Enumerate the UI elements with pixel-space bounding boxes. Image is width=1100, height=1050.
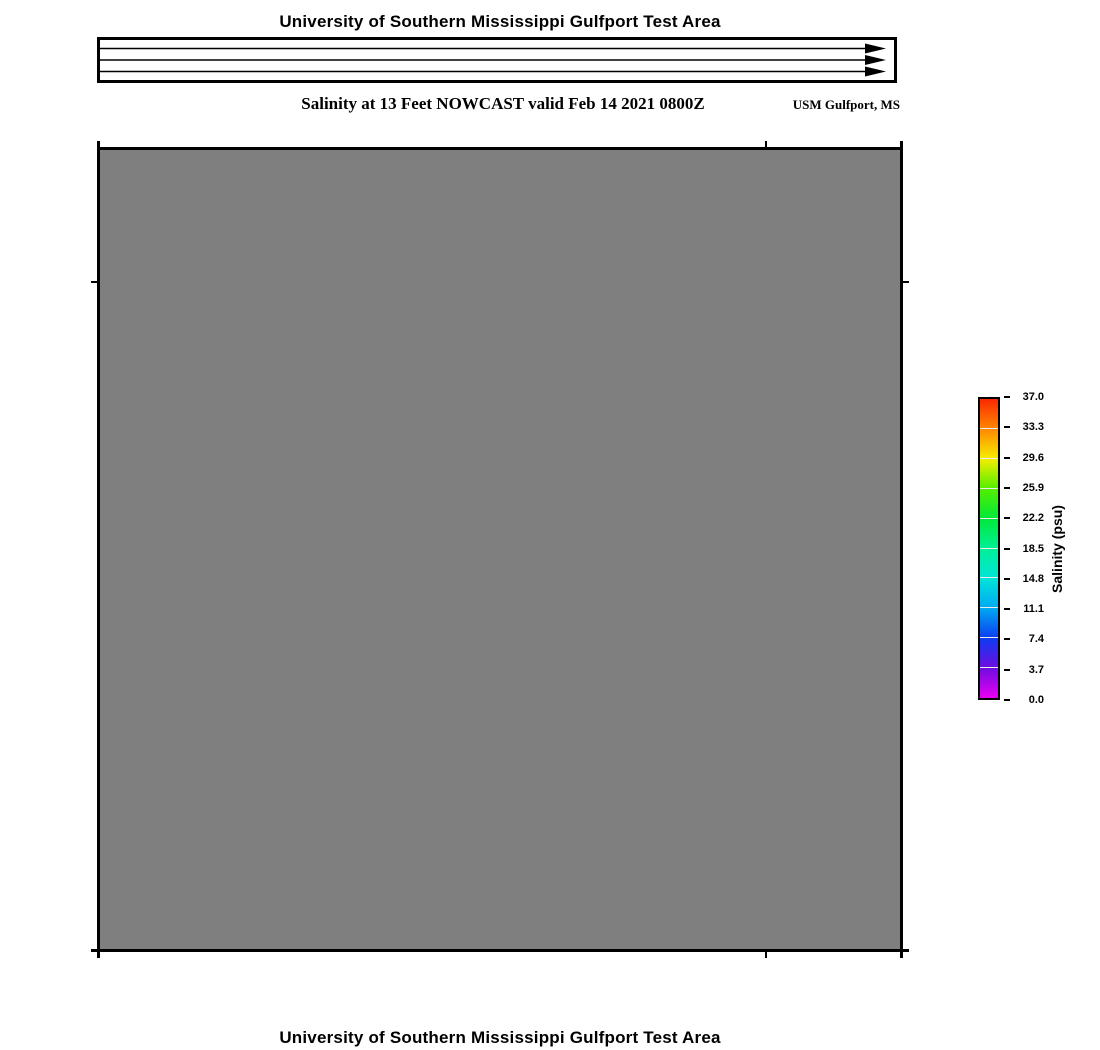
colorbar-axis-label: Salinity (psu) [1049,505,1065,593]
arrow-right-icon [865,55,886,65]
colorbar-tick-label: 7.4 [1028,633,1044,646]
map-tick-left [91,281,97,283]
credit-label: USM Gulfport, MS [792,97,900,112]
map-corner-tick [97,141,100,147]
colorbar [978,397,1000,700]
map-corner-tick [900,952,903,958]
colorbar-tick-label: 37.0 [1022,391,1044,403]
colorbar-tick-label: 25.9 [1022,481,1044,494]
map-corner-tick [91,949,97,952]
map-corner-tick [900,141,903,147]
colorbar-tick-label: 18.5 [1022,542,1044,555]
colorbar-tick-label: 0.0 [1028,694,1044,706]
arrow-right-icon [865,67,886,77]
arrow-right-icon [865,44,886,54]
colorbar-tick-label: 33.3 [1022,421,1044,434]
top-title: University of Southern Mississippi Gulfport Test Area [279,12,721,31]
colorbar-tick-label: 3.7 [1028,663,1044,676]
colorbar-segment-divider [980,667,998,668]
map-tick-top [765,141,767,147]
map-corner-tick [903,949,909,952]
bottom-title: University of Southern Mississippi Gulfport Test Area [279,1028,721,1047]
map-corner-tick [97,952,100,958]
plot-subtitle: Salinity at 13 Feet NOWCAST valid Feb 14 2021 0800Z [301,94,705,113]
colorbar-tick-label: 11.1 [1023,603,1044,616]
colorbar-segment-divider [980,607,998,608]
colorbar-tick-label: 29.6 [1022,451,1044,464]
colorbar-segment-divider [980,577,998,578]
colorbar-segment-divider [980,518,998,519]
colorbar-segment-divider [980,548,998,549]
map-area [97,147,903,952]
colorbar-segment-divider [980,428,998,429]
map-tick-bottom [765,952,767,958]
flow-banner [97,37,897,83]
colorbar-tick-label: 14.8 [1022,572,1044,585]
colorbar-segment-divider [980,488,998,489]
colorbar-segment-divider [980,458,998,459]
colorbar-tick-label: 22.2 [1022,512,1044,525]
map-tick-right [903,281,909,283]
colorbar-segment-divider [980,637,998,638]
